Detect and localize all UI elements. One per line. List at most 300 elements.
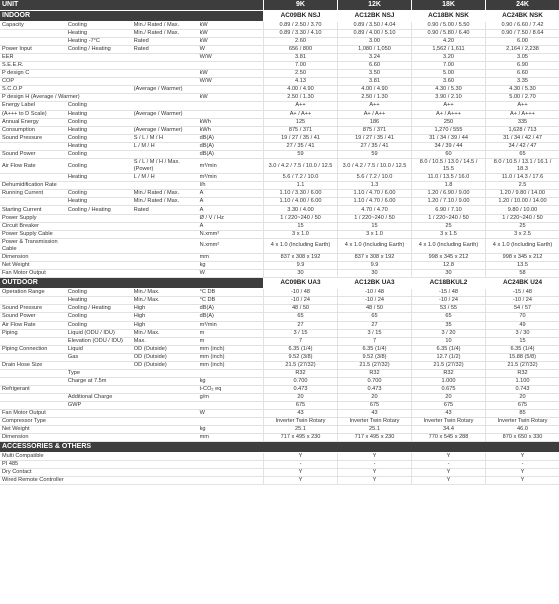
row-label: Piping Connection: [0, 345, 66, 353]
table-row: [0, 110, 559, 118]
row-value: 25.1: [338, 426, 412, 434]
row-value: 1,562 / 1,611: [412, 46, 486, 54]
row-value: 6.90 / 7.10: [412, 206, 486, 214]
table-row: [0, 230, 559, 238]
row-sub-label: Cooling: [66, 102, 132, 110]
row-value: 85: [486, 410, 559, 418]
row-value: 9.52 (3/8): [338, 353, 412, 361]
row-value: 15: [486, 337, 559, 345]
table-row: [0, 305, 559, 313]
row-unit: kW: [198, 30, 264, 38]
row-sub-label: GWP: [66, 401, 132, 409]
row-label: S.C.O.P: [0, 86, 66, 94]
row-unit: [198, 401, 264, 409]
row-sub-label: [66, 385, 132, 393]
row-sub-label: Heating: [66, 174, 132, 182]
row-value: 15: [264, 222, 338, 230]
row-sub-label: Elevation (ODU / IDU): [66, 337, 132, 345]
table-row: [0, 321, 559, 329]
row-value: 21.5 (27/32): [264, 361, 338, 369]
row-value: 25: [486, 222, 559, 230]
row-label: [0, 393, 66, 401]
row-unit: A: [198, 206, 264, 214]
row-value: 27: [338, 321, 412, 329]
row-label: [0, 174, 66, 182]
row-unit: mm (inch): [198, 361, 264, 369]
row-value: 20: [412, 393, 486, 401]
model-name: AC18BK NSK: [412, 11, 486, 22]
row-value: 30: [338, 270, 412, 278]
row-value: 3 x 1.5: [412, 230, 486, 238]
row-value: -10 / 24: [338, 297, 412, 305]
row-condition: [132, 230, 198, 238]
row-value: 65: [264, 313, 338, 321]
row-label: [0, 30, 66, 38]
row-value: 25: [412, 222, 486, 230]
row-label: [0, 377, 66, 385]
row-value: 6.90: [486, 62, 559, 70]
row-sub-label: Liquid: [66, 345, 132, 353]
row-value: 60: [412, 150, 486, 158]
row-label: Fan Motor Output: [0, 410, 66, 418]
table-row: [0, 337, 559, 345]
row-label: [0, 401, 66, 409]
row-value: Y: [412, 469, 486, 477]
table-row: [0, 78, 559, 86]
row-value: 11.0 / 14.3 / 17.6: [486, 174, 559, 182]
row-sub-label: [66, 230, 132, 238]
row-sub-label: [66, 434, 132, 442]
row-sub-label: Heating: [66, 198, 132, 206]
table-row: [0, 270, 559, 278]
row-sub-label: Gas: [66, 353, 132, 361]
row-unit: dB(A): [198, 313, 264, 321]
row-sub-label: [66, 426, 132, 434]
row-unit: kW: [198, 94, 264, 102]
table-row: [0, 150, 559, 158]
row-value: 43: [264, 410, 338, 418]
row-value: -: [486, 461, 559, 469]
row-value: -: [412, 461, 486, 469]
row-condition: High: [132, 321, 198, 329]
row-value: 0.89 / 4.00 / 5.10: [338, 30, 412, 38]
row-sub-label: [66, 418, 132, 426]
row-value: 1.10 / 3.30 / 6.00: [264, 190, 338, 198]
table-row: [0, 102, 559, 110]
unit-header: UNIT: [0, 0, 264, 11]
row-unit: Ø / V / Hz: [198, 214, 264, 222]
row-condition: (Average / Warmer): [132, 110, 198, 118]
row-sub-label: Cooling: [66, 22, 132, 30]
row-condition: [132, 118, 198, 126]
row-label: Net Weight: [0, 262, 66, 270]
table-row: [0, 418, 559, 426]
row-label: Energy Label: [0, 102, 66, 110]
row-condition: [132, 254, 198, 262]
row-condition: S / L / M / H: [132, 134, 198, 142]
row-value: 2,164 / 2,238: [486, 46, 559, 54]
row-value: 0.473: [338, 385, 412, 393]
table-row: [0, 86, 559, 94]
row-sub-label: Heating: [66, 297, 132, 305]
row-value: -: [338, 461, 412, 469]
row-value: 3.0 / 4.2 / 7.5 / 10.0 / 12.5: [264, 158, 338, 174]
table-row: [0, 62, 559, 70]
row-value: 1 / 220~240 / 50: [338, 214, 412, 222]
row-label: COP: [0, 78, 66, 86]
row-label: Net Weight: [0, 426, 66, 434]
row-value: 27 / 35 / 41: [338, 142, 412, 150]
row-sub-label: [66, 70, 132, 78]
row-unit: mm (inch): [198, 353, 264, 361]
row-value: 1.100: [486, 377, 559, 385]
row-sub-label: Cooling: [66, 289, 132, 297]
row-sub-label: [66, 254, 132, 262]
table-row: [0, 313, 559, 321]
row-value: 3 x 1.0: [338, 230, 412, 238]
row-value: 770 x 545 x 288: [412, 434, 486, 442]
row-value: 6.00: [486, 38, 559, 46]
table-row: [0, 118, 559, 126]
row-value: 3.24: [338, 54, 412, 62]
row-condition: Rated: [132, 38, 198, 46]
table-row: [0, 198, 559, 206]
row-label: Air Flow Rate: [0, 158, 66, 174]
row-condition: OD (Outside): [132, 361, 198, 369]
row-value: 0.89 / 3.50 / 4.04: [338, 22, 412, 30]
row-condition: [132, 418, 198, 426]
row-value: 3.50: [338, 70, 412, 78]
row-value: 5.6 / 7.2 / 10.0: [338, 174, 412, 182]
row-value: 3.00: [338, 38, 412, 46]
row-unit: A: [198, 198, 264, 206]
row-value: 9.9: [264, 262, 338, 270]
row-condition: [132, 238, 198, 254]
row-unit: g/m: [198, 393, 264, 401]
row-unit: W: [198, 46, 264, 54]
model-name: AC24BK U24: [486, 278, 559, 289]
row-value: 1.3: [338, 182, 412, 190]
row-value: Y: [338, 469, 412, 477]
row-value: 21.5 (27/32): [486, 361, 559, 369]
row-value: 870 x 650 x 330: [486, 434, 559, 442]
outdoor-section-header: [0, 278, 559, 289]
row-value: 4.13: [264, 78, 338, 86]
row-sub-label: [66, 86, 132, 94]
table-row: [0, 190, 559, 198]
row-condition: [132, 150, 198, 158]
row-value: 1.10 / 4.70 / 6.00: [338, 190, 412, 198]
row-value: 54 / 57: [486, 305, 559, 313]
row-value: -: [264, 461, 338, 469]
table-row: [0, 174, 559, 182]
row-value: 4.30 / 5.30: [486, 86, 559, 94]
row-value: 34.4: [412, 426, 486, 434]
row-condition: [132, 410, 198, 418]
row-value: R32: [486, 369, 559, 377]
row-value: 0.89 / 3.30 / 4.10: [264, 30, 338, 38]
row-sub-label: Heating: [66, 110, 132, 118]
row-label: Sound Pressure: [0, 134, 66, 142]
row-value: 1.20 / 9.80 / 14.00: [486, 190, 559, 198]
row-condition: S / L / M / H / Max. (Power): [132, 158, 198, 174]
row-label: Fan Motor Output: [0, 270, 66, 278]
row-unit: °C DB: [198, 289, 264, 297]
row-value: 43: [338, 410, 412, 418]
row-unit: mm: [198, 254, 264, 262]
capacity-12k-header: 12K: [338, 0, 412, 11]
row-value: 125: [264, 118, 338, 126]
row-condition: Min./ Rated / Max.: [132, 22, 198, 30]
row-condition: [132, 434, 198, 442]
row-value: 4.70 / 4.70: [338, 206, 412, 214]
row-label: Sound Power: [0, 150, 66, 158]
row-sub-label: Heating -7°C: [66, 38, 132, 46]
row-value: 6.60: [338, 62, 412, 70]
row-value: 48 / 50: [264, 305, 338, 313]
row-value: 19 / 27 / 35 / 41: [338, 134, 412, 142]
row-label: [0, 198, 66, 206]
row-value: 4.30 / 5.30: [412, 86, 486, 94]
row-value: Inverter Twin Rotary: [264, 418, 338, 426]
model-name: AC12BK NSJ: [338, 11, 412, 22]
row-value: 34 / 42 / 47: [486, 142, 559, 150]
row-value: Y: [412, 477, 486, 485]
row-value: Inverter Twin Rotary: [412, 418, 486, 426]
row-value: Y: [338, 477, 412, 485]
row-label: Running Current: [0, 190, 66, 198]
capacity-18k-header: 18K: [412, 0, 486, 11]
capacity-24k-header: 24K: [486, 0, 559, 11]
row-value: 1 / 220~240 / 50: [486, 214, 559, 222]
indoor-title: INDOOR: [0, 11, 264, 22]
row-value: 1.8: [412, 182, 486, 190]
row-condition: High: [132, 313, 198, 321]
model-name: AC18BKUL2: [412, 278, 486, 289]
table-row: [0, 369, 559, 377]
table-row: [0, 126, 559, 134]
row-condition: Min./ Rated / Max.: [132, 30, 198, 38]
row-value: A++: [486, 102, 559, 110]
row-value: 4 x 1.0 (Including Earth): [486, 238, 559, 254]
row-label: Air Flow Rate: [0, 321, 66, 329]
row-unit: kg: [198, 426, 264, 434]
row-label: Circuit Breaker: [0, 222, 66, 230]
row-value: A+ / A+++: [486, 110, 559, 118]
row-condition: [132, 102, 198, 110]
row-value: 20: [486, 393, 559, 401]
row-value: 0.90 / 5.80 / 6.40: [412, 30, 486, 38]
row-unit: l/h: [198, 182, 264, 190]
row-value: 19 / 27 / 35 / 41: [264, 134, 338, 142]
table-row: [0, 222, 559, 230]
row-label: Multi Compatible: [0, 453, 264, 461]
row-value: Y: [486, 453, 559, 461]
row-value: 0.700: [264, 377, 338, 385]
row-condition: (Average / Warmer): [132, 86, 198, 94]
row-sub-label: [66, 62, 132, 70]
row-value: 1.000: [412, 377, 486, 385]
row-value: 3.35: [486, 78, 559, 86]
row-unit: W: [198, 410, 264, 418]
row-value: 11.0 / 13.5 / 16.0: [412, 174, 486, 182]
row-unit: [198, 62, 264, 70]
row-value: 3.81: [338, 78, 412, 86]
table-row: [0, 410, 559, 418]
row-value: -10 / 24: [486, 297, 559, 305]
table-row: [0, 254, 559, 262]
row-value: 717 x 495 x 230: [338, 434, 412, 442]
row-value: 2.50 / 1.30: [264, 94, 338, 102]
row-label: [0, 38, 66, 46]
table-row: [0, 469, 559, 477]
row-sub-label: [66, 270, 132, 278]
row-condition: Rated: [132, 206, 198, 214]
row-value: 837 x 308 x 192: [264, 254, 338, 262]
row-value: 4 x 1.0 (Including Earth): [264, 238, 338, 254]
row-label: Power Input: [0, 46, 66, 54]
row-value: Y: [486, 477, 559, 485]
row-value: 20: [264, 393, 338, 401]
row-unit: W: [198, 270, 264, 278]
row-unit: °C DB: [198, 297, 264, 305]
row-value: 9.9: [338, 262, 412, 270]
table-row: [0, 182, 559, 190]
row-value: A++: [338, 102, 412, 110]
table-row: [0, 353, 559, 361]
row-label: Sound Power: [0, 313, 66, 321]
accessories-section-header: [0, 442, 559, 453]
row-value: 3.30 / 4.00: [264, 206, 338, 214]
row-label: P design C: [0, 70, 66, 78]
row-condition: [132, 62, 198, 70]
row-value: -10 / 24: [264, 297, 338, 305]
row-value: 43: [412, 410, 486, 418]
row-sub-label: Cooling: [66, 313, 132, 321]
row-label: Dimension: [0, 434, 66, 442]
row-value: A++: [412, 102, 486, 110]
row-condition: L / M / H: [132, 174, 198, 182]
row-unit: m³/min: [198, 321, 264, 329]
row-sub-label: [66, 214, 132, 222]
row-value: 1.10 / 4.00 / 6.00: [264, 198, 338, 206]
row-sub-label: Liquid (ODU / IDU): [66, 329, 132, 337]
row-label: Power & Transmission Cable: [0, 238, 66, 254]
row-value: 998 x 345 x 212: [486, 254, 559, 262]
row-value: 59: [264, 150, 338, 158]
row-value: 21.5 (27/32): [412, 361, 486, 369]
row-value: 717 x 495 x 230: [264, 434, 338, 442]
row-unit: kWh: [198, 118, 264, 126]
row-unit: mm: [198, 434, 264, 442]
row-value: 5.00 / 2.70: [486, 94, 559, 102]
row-label: Refrigerant: [0, 385, 66, 393]
table-row: [0, 70, 559, 78]
table-row: [0, 345, 559, 353]
row-value: Y: [412, 453, 486, 461]
model-name: AC09BK UA3: [264, 278, 338, 289]
row-value: 10: [412, 337, 486, 345]
row-value: 837 x 308 x 192: [338, 254, 412, 262]
row-value: 3 / 15: [264, 329, 338, 337]
row-value: R32: [338, 369, 412, 377]
row-label: [0, 353, 66, 361]
row-value: 34 / 39 / 44: [412, 142, 486, 150]
row-label: Dehumidification Rate: [0, 182, 66, 190]
row-condition: Min./ Max.: [132, 329, 198, 337]
row-sub-label: [66, 410, 132, 418]
row-value: 49: [486, 321, 559, 329]
row-value: 3.0 / 4.2 / 7.5 / 10.0 / 12.5: [338, 158, 412, 174]
row-value: 250: [412, 118, 486, 126]
row-sub-label: [66, 262, 132, 270]
row-label: Operation Range: [0, 289, 66, 297]
row-value: 3 x 1.0: [264, 230, 338, 238]
table-row: [0, 46, 559, 54]
row-value: 1 / 220~240 / 50: [412, 214, 486, 222]
row-value: Inverter Twin Rotary: [486, 418, 559, 426]
row-value: 30: [264, 270, 338, 278]
row-value: 3.81: [264, 54, 338, 62]
row-unit: kW: [198, 22, 264, 30]
row-value: 4 x 1.0 (Including Earth): [338, 238, 412, 254]
row-value: 3.90 / 2.10: [412, 94, 486, 102]
header-row: [0, 0, 559, 11]
row-label: S.E.E.R.: [0, 62, 66, 70]
accessories-title: ACCESSORIES & OTHERS: [0, 442, 559, 453]
row-value: Inverter Twin Rotary: [338, 418, 412, 426]
row-condition: [132, 222, 198, 230]
row-value: 5.00: [412, 70, 486, 78]
table-row: [0, 297, 559, 305]
row-value: 1.20 / 7.10 / 9.00: [412, 198, 486, 206]
row-value: A+ / A+++: [412, 110, 486, 118]
row-value: 0.743: [486, 385, 559, 393]
row-condition: Max.: [132, 337, 198, 345]
row-value: -15 / 48: [486, 289, 559, 297]
row-sub-label: [66, 222, 132, 230]
row-value: 12.7 (1/2): [412, 353, 486, 361]
row-label: Wired Remote Controller: [0, 477, 264, 485]
row-condition: High: [132, 305, 198, 313]
table-row: [0, 385, 559, 393]
row-unit: [198, 110, 264, 118]
row-value: 875 / 371: [338, 126, 412, 134]
row-value: 3.20: [412, 54, 486, 62]
row-label: Sound Pressure: [0, 305, 66, 313]
row-value: 65: [486, 150, 559, 158]
row-label: [0, 297, 66, 305]
row-condition: (Average / Warmer): [132, 126, 198, 134]
row-value: 1 / 220~240 / 50: [264, 214, 338, 222]
table-row: [0, 158, 559, 174]
row-value: 9.52 (3/8): [264, 353, 338, 361]
row-condition: [132, 262, 198, 270]
row-value: 2.50 / 1.30: [338, 94, 412, 102]
row-unit: kg: [198, 262, 264, 270]
row-condition: Min./ Max.: [132, 289, 198, 297]
row-unit: A: [198, 222, 264, 230]
row-value: 6.60: [486, 70, 559, 78]
row-value: 35: [412, 321, 486, 329]
row-value: 186: [338, 118, 412, 126]
row-value: 4 x 1.0 (Including Earth): [412, 238, 486, 254]
table-row: [0, 289, 559, 297]
row-condition: [132, 78, 198, 86]
row-sub-label: Cooling: [66, 134, 132, 142]
row-sub-label: Cooling / Heating: [66, 305, 132, 313]
row-value: 53 / 55: [412, 305, 486, 313]
